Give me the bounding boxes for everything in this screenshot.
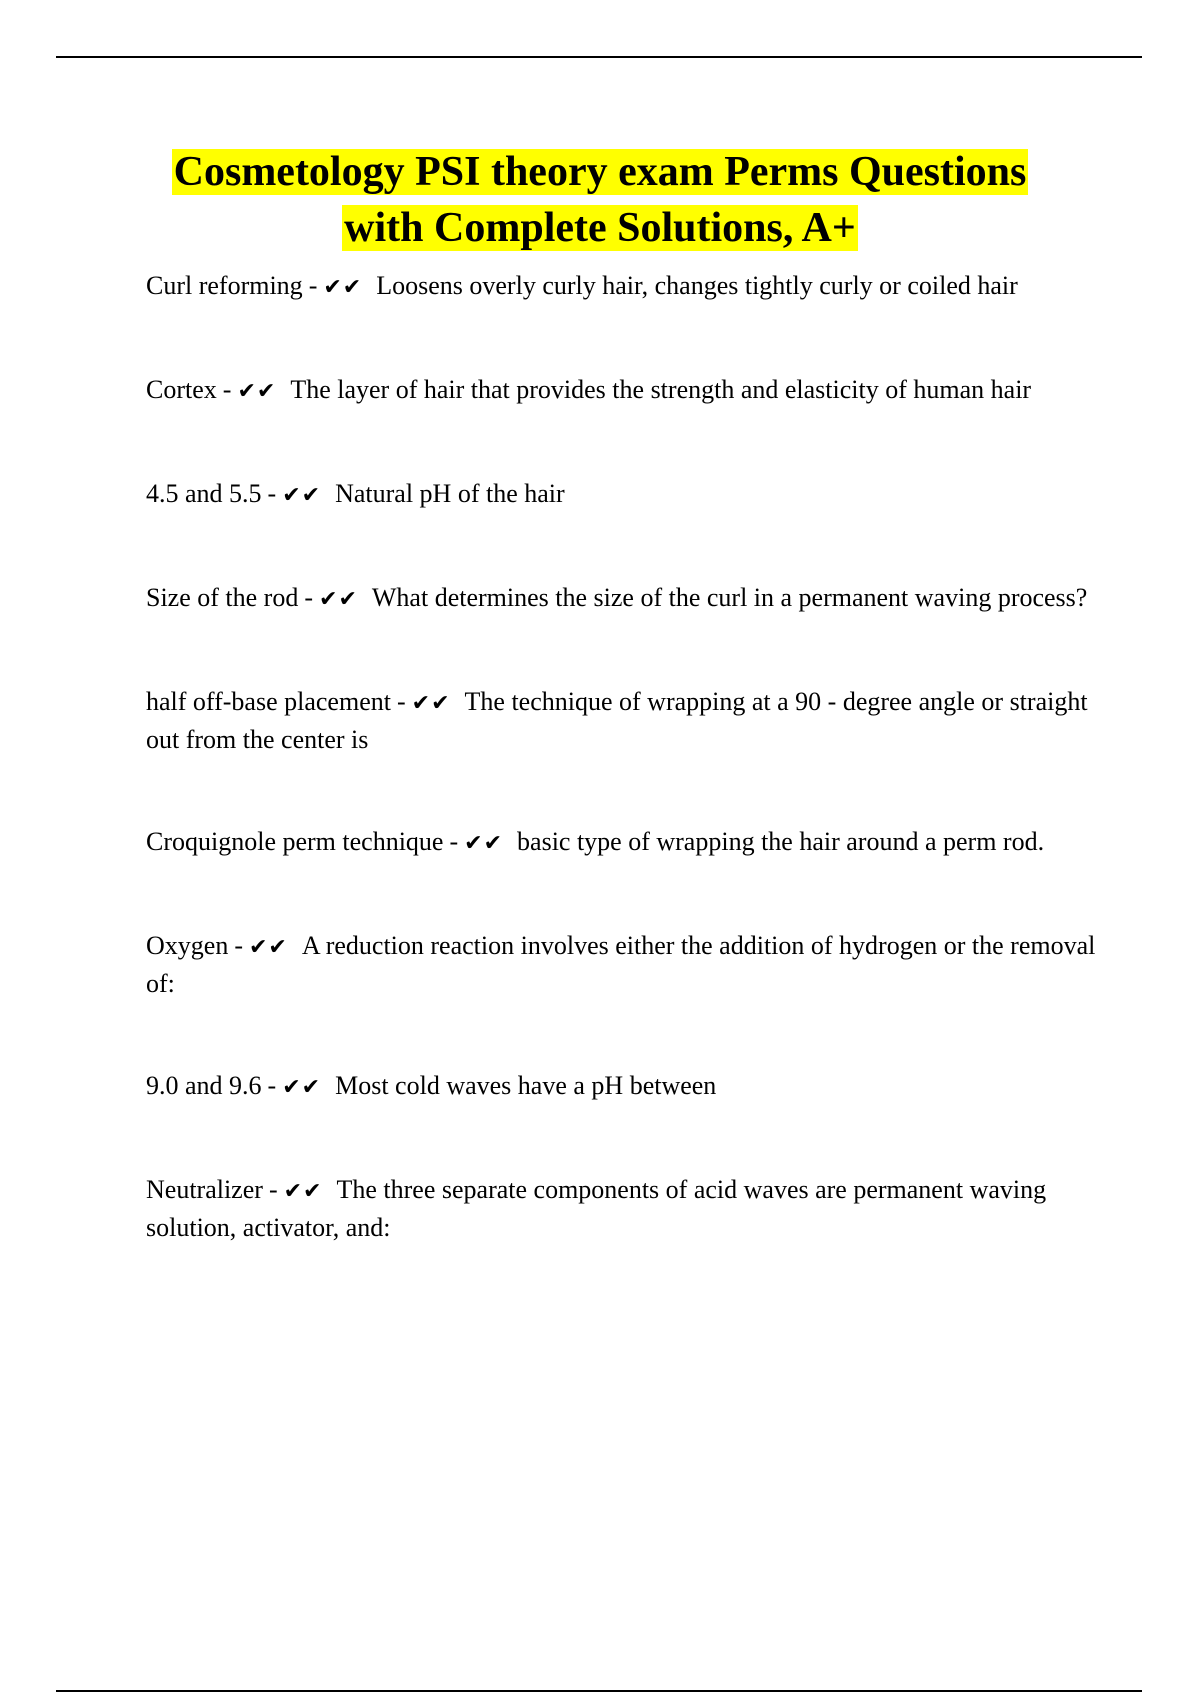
double-check-icon: ✔✔ xyxy=(237,379,277,404)
qa-term: Cortex xyxy=(146,375,217,404)
bottom-rule xyxy=(56,1690,1142,1692)
double-check-icon: ✔✔ xyxy=(249,935,288,960)
qa-separator: - xyxy=(267,1071,277,1100)
title-line-2: with Complete Solutions, A+ xyxy=(344,205,856,251)
double-check-icon: ✔✔ xyxy=(282,1075,322,1100)
qa-separator: - xyxy=(222,375,232,404)
qa-item xyxy=(146,1068,1096,1106)
double-check-icon: ✔✔ xyxy=(319,587,358,612)
qa-separator: - xyxy=(234,931,243,960)
qa-definition: Loosens overly curly hair, changes tightly curly or coiled hair xyxy=(376,271,1018,300)
qa-definition: A reduction reaction involves either the addition of hydrogen or the removal of: xyxy=(146,931,1096,998)
qa-separator: - xyxy=(268,1175,278,1204)
top-rule xyxy=(56,56,1142,58)
qa-item xyxy=(146,268,1096,306)
document-title xyxy=(100,144,1100,256)
qa-term: 9.0 and 9.6 xyxy=(146,1071,262,1100)
qa-definition: Natural pH of the hair xyxy=(335,479,565,508)
qa-list xyxy=(146,268,1096,1312)
qa-separator: - xyxy=(449,827,459,856)
double-check-icon: ✔✔ xyxy=(283,1179,323,1204)
qa-definition: The three separate components of acid waves are permanent waving solution, activator, and: xyxy=(146,1175,1047,1242)
title-line-1: Cosmetology PSI theory exam Perms Questions xyxy=(173,149,1027,195)
qa-item xyxy=(146,1172,1096,1246)
qa-item xyxy=(146,476,1096,514)
double-check-icon: ✔✔ xyxy=(411,691,451,716)
qa-separator: - xyxy=(267,479,277,508)
qa-definition: What determines the size of the curl in a permanent waving process? xyxy=(371,583,1088,612)
qa-term: half off-base placement xyxy=(146,687,391,716)
qa-item xyxy=(146,684,1096,758)
qa-separator: - xyxy=(304,583,314,612)
qa-term: Oxygen xyxy=(146,931,229,960)
qa-item xyxy=(146,928,1096,1002)
qa-item xyxy=(146,580,1096,618)
qa-term: Croquignole perm technique xyxy=(146,827,444,856)
qa-item xyxy=(146,824,1096,862)
double-check-icon: ✔✔ xyxy=(282,483,322,508)
qa-definition: The technique of wrapping at a 90 - degree angle or straight out from the center is xyxy=(146,687,1088,754)
double-check-icon: ✔✔ xyxy=(323,275,363,300)
double-check-icon: ✔✔ xyxy=(464,831,504,856)
qa-term: Size of the rod xyxy=(146,583,299,612)
qa-term: 4.5 and 5.5 xyxy=(146,479,262,508)
qa-definition: The layer of hair that provides the strength and elasticity of human hair xyxy=(290,375,1032,404)
qa-item xyxy=(146,372,1096,410)
qa-term: Neutralizer xyxy=(146,1175,263,1204)
qa-separator: - xyxy=(396,687,406,716)
qa-definition: Most cold waves have a pH between xyxy=(335,1071,717,1100)
qa-definition: basic type of wrapping the hair around a perm rod. xyxy=(517,827,1045,856)
qa-separator: - xyxy=(308,271,318,300)
qa-term: Curl reforming xyxy=(146,271,303,300)
